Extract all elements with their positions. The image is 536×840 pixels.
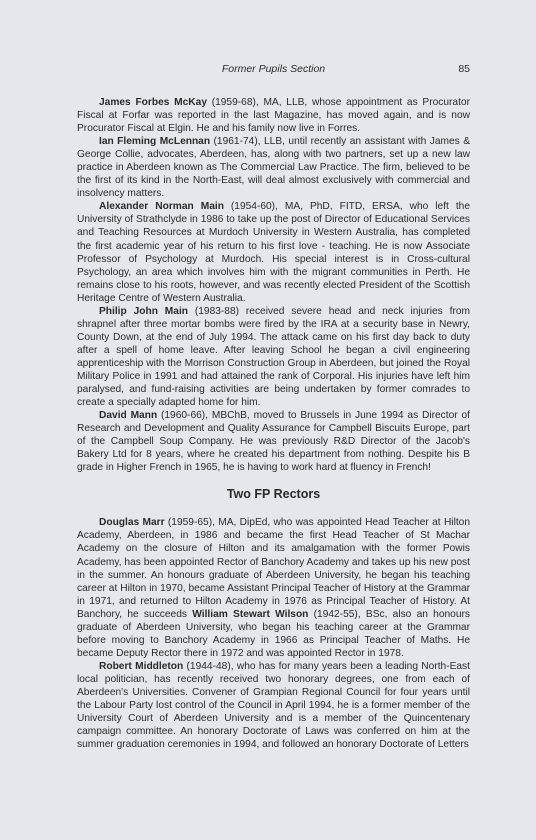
- section-heading: Two FP Rectors: [226, 487, 321, 502]
- entry-mann: [77, 409, 470, 474]
- entry-name: Philip John Main: [99, 305, 188, 317]
- entry-text: (1959-65), MA, DipEd, who was appointed Head Teacher at Hilton Academy, Aberdeen, in 1986 and became the first Head Teacher of St Machar Academy on the closure of Hilton and its amalgamation with the former Powis Academy, has been appointed Rector of Banchory Academy and takes up his new post in the summer. An honours graduate of Aberdeen University, he began his teaching career at Hilton in 1970, became Assistant Principal Teacher of History at the Grammar in 1971, and returned to Hilton Academy in 1976 as Principal Teacher of History. At Banchory, he succeeds: [77, 517, 470, 620]
- entry-name: David Mann: [99, 410, 158, 422]
- entry-middleton: [77, 660, 470, 751]
- entry-text: (1959-68), MA, LLB, whose appointment as Procurator Fiscal at Forfar was reported in the last Magazine, has moved again, and is now Procurator Fiscal at Elgin. He and his family now live in Forres.: [77, 97, 470, 135]
- entry-name: Ian Fleming McLennan: [99, 136, 211, 148]
- running-head: [77, 63, 470, 79]
- entry-text: (1960-66), MBChB, moved to Brussels in June 1994 as Director of Research and Development and Quality Assurance for Campbell Biscuits Europe, part of the Campbell Soup Company. He was previously R&D Director of the Jacob's Bakery Ltd for 8 years, where he created his department from nothing. Despite his B grade in Higher French in 1965, he is having to work hard at fluency in French!: [77, 410, 470, 474]
- entry-philip-main: [77, 305, 470, 409]
- entry-mckay: [77, 96, 470, 135]
- entry-name: Douglas Marr: [99, 517, 165, 529]
- entry-name: Robert Middleton: [99, 660, 184, 672]
- entry-text: (1944-48), who has for many years been a leading North-East local politician, has recently received two honorary degrees, one from each of Aberdeen's Universities. Convener of Grampian Regional Council for four years until the Labour Party lost control of the Council in April 1994, he is a former member of the University Court of Aberdeen University and is a member of the Quincentenary campaign committee. An honorary Doctorate of Laws was conferred on him at the summer graduation ceremonies in 1994, and followed an honorary Doctorate of Letters: [77, 660, 470, 751]
- entry-text: (1983-88) received severe head and neck injuries from shrapnel after three mortar bombs were fired by the IRA at a security base in Newry, County Down, at the end of July 1994. The attack came on his first day back to duty after a spell of home leave. After leaving School he began a civil engineering apprenticeship with the Morrison Construction Group in Aberdeen, but joined the Royal Military Police in 1991 and had attained the rank of Corporal. His injuries have left him paralysed, and fund-raising activities are being undertaken by former comrades to create a specially adapted home for him.: [77, 305, 470, 409]
- entry-mclennan: [77, 135, 470, 200]
- entry-text: (1954-60), MA, PhD, FITD, ERSA, who left the University of Strathclyde in 1986 to take up the post of Director of Educational Services and Teaching Resources at Murdoch University in Western Australia, has completed the first academic year of his return to his first love - teaching. He is now Associate Professor of Psychology at Murdoch. His special interest is in Cross-cultural Psychology, an area which involves him with the migrant communities in Perth. He remains close to his roots, however, and was recently elected President of the Scottish Heritage Centre of Western Australia.: [77, 201, 470, 304]
- entry-name: Alexander Norman Main: [99, 201, 224, 213]
- entry-text: (1961-74), LLB, until recently an assistant with James & George Collie, advocates, Aberdeen, has, along with two partners, set up a new law practice in Aberdeen known as The Commercial Law Practice. The firm, believed to be the first of its kind in the North-East, will deal almost exclusively with commercial and insolvency matters.: [77, 136, 470, 200]
- running-title: Former Pupils Section: [221, 63, 326, 75]
- entry-name-inline: William Stewart Wilson: [192, 608, 309, 620]
- body-text: [77, 96, 470, 751]
- entry-text: (1942-55), BSc, also an honours graduate of Aberdeen University, who began his teaching career at the Grammar before moving to Banchory Academy in 1966 as Principal Teacher of Maths. He became Deputy Rector there in 1972 and was appointed Rector in 1978.: [77, 608, 470, 659]
- entry-marr: [77, 516, 470, 660]
- entry-alexander-main: [77, 200, 470, 304]
- page-number: 85: [458, 63, 470, 75]
- entry-name: James Forbes McKay: [99, 97, 207, 108]
